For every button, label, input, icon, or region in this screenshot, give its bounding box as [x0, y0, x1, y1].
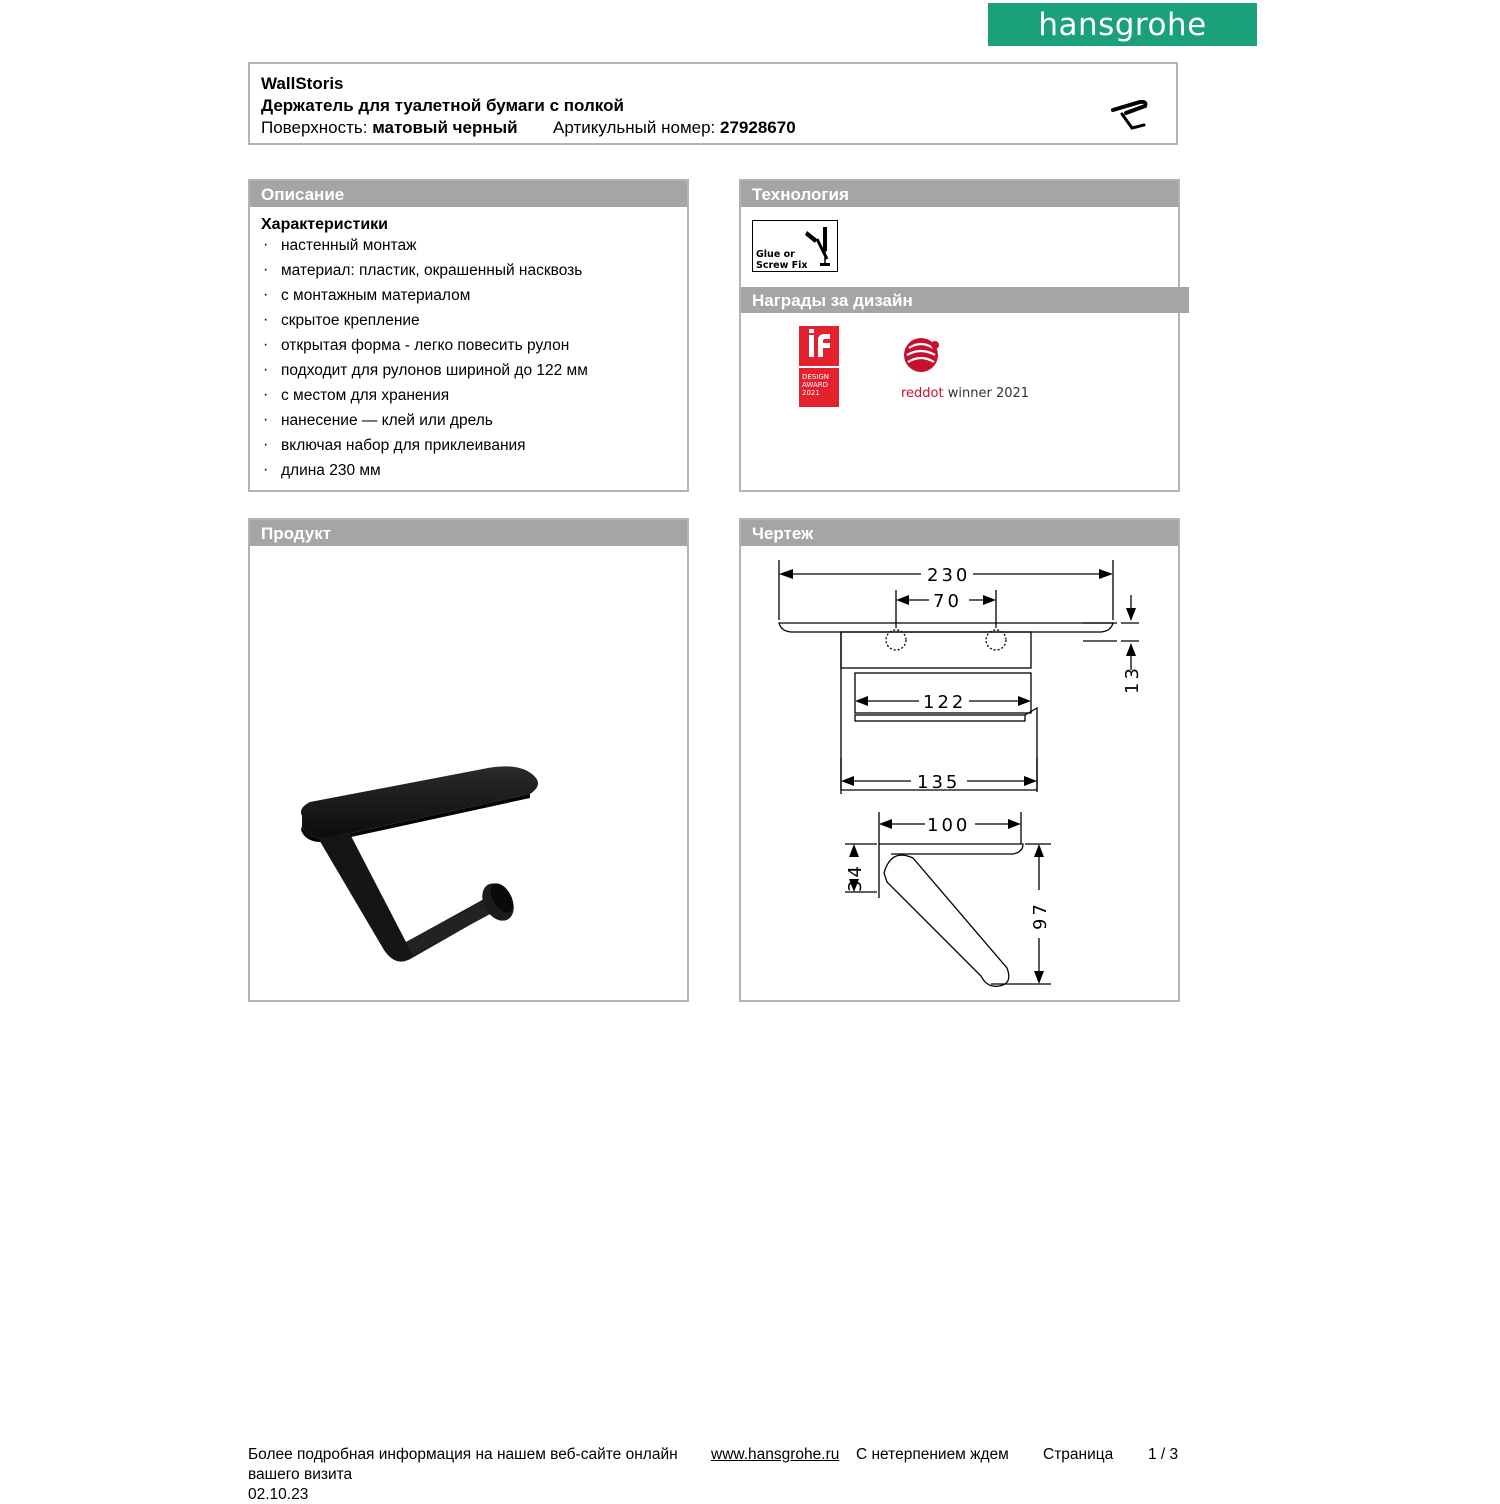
surface-label: Поверхность: — [261, 118, 368, 137]
article-value: 27928670 — [720, 118, 796, 137]
list-item: · с монтажным материалом — [250, 286, 687, 311]
reddot-award-logo — [901, 336, 1031, 406]
product-header — [248, 62, 1178, 145]
footer-more-info: Более подробная информация на нашем веб-сайте онлайн — [248, 1446, 678, 1463]
awards-title: Награды за дизайн — [741, 287, 1189, 313]
dim-230: 230 — [927, 565, 971, 586]
drawing-panel — [739, 518, 1180, 1002]
description-title: Описание — [250, 181, 687, 207]
list-item: · включая набор для приклеивания — [250, 436, 687, 461]
product-panel — [248, 518, 689, 1002]
dim-122: 122 — [923, 692, 967, 713]
if-design-award-logo — [799, 326, 839, 407]
list-item: · подходит для рулонов шириной до 122 мм — [250, 361, 687, 386]
glue-screw-fix-badge — [752, 220, 838, 272]
footer-date: 02.10.23 — [248, 1486, 309, 1503]
surface-value: матовый черный — [372, 118, 518, 137]
footer-wait-text: С нетерпением ждем — [856, 1446, 1009, 1463]
svg-text:2021: 2021 — [802, 389, 820, 397]
footer-wait-text-2: вашего визита — [248, 1466, 353, 1483]
technology-title: Технология — [741, 181, 1178, 207]
svg-text:AWARD: AWARD — [802, 381, 828, 389]
list-item: · длина 230 мм — [250, 461, 687, 486]
svg-text:DESIGN: DESIGN — [802, 373, 829, 381]
list-item: · с местом для хранения — [250, 386, 687, 411]
technology-panel — [739, 179, 1180, 492]
dim-70: 70 — [933, 591, 962, 612]
description-panel — [248, 179, 689, 492]
footer-page-number: 1 / 3 — [1148, 1446, 1179, 1463]
features-heading: Характеристики — [261, 216, 389, 233]
product-title: Продукт — [250, 520, 687, 546]
dim-100: 100 — [927, 815, 971, 836]
list-item: · скрытое крепление — [250, 311, 687, 336]
product-meta — [261, 118, 796, 138]
drawing-title: Чертеж — [741, 520, 1178, 546]
dim-34: 34 — [845, 863, 866, 892]
dim-135: 135 — [917, 772, 961, 793]
reddot-caption: reddot winner 2021 — [901, 386, 1030, 401]
product-name: Держатель для туалетной бумаги с полкой — [261, 96, 624, 115]
footer-website-link[interactable]: www.hansgrohe.ru — [711, 1446, 840, 1463]
list-item: · открытая форма - легко повесить рулон — [250, 336, 687, 361]
features-list — [250, 236, 687, 486]
brand-logo: hansgrohe — [988, 3, 1257, 46]
list-item: · материал: пластик, окрашенный насквозь — [250, 261, 687, 286]
glue-tube-screwdriver-icon — [803, 225, 835, 269]
glue-badge-text: Glue or Screw Fix — [756, 249, 808, 271]
dim-13: 13 — [1122, 665, 1143, 694]
article-label: Артикульный номер: — [553, 118, 716, 137]
list-item: · настенный монтаж — [250, 236, 687, 261]
technical-drawing — [741, 548, 1178, 1000]
dim-97: 97 — [1030, 901, 1051, 930]
product-image — [298, 764, 543, 974]
list-item: · нанесение — клей или дрель — [250, 411, 687, 436]
toilet-paper-holder-icon — [1110, 100, 1150, 134]
series-name: WallStoris — [261, 74, 344, 93]
reddot-icon — [901, 336, 945, 376]
footer-page-label: Страница — [1043, 1446, 1114, 1463]
